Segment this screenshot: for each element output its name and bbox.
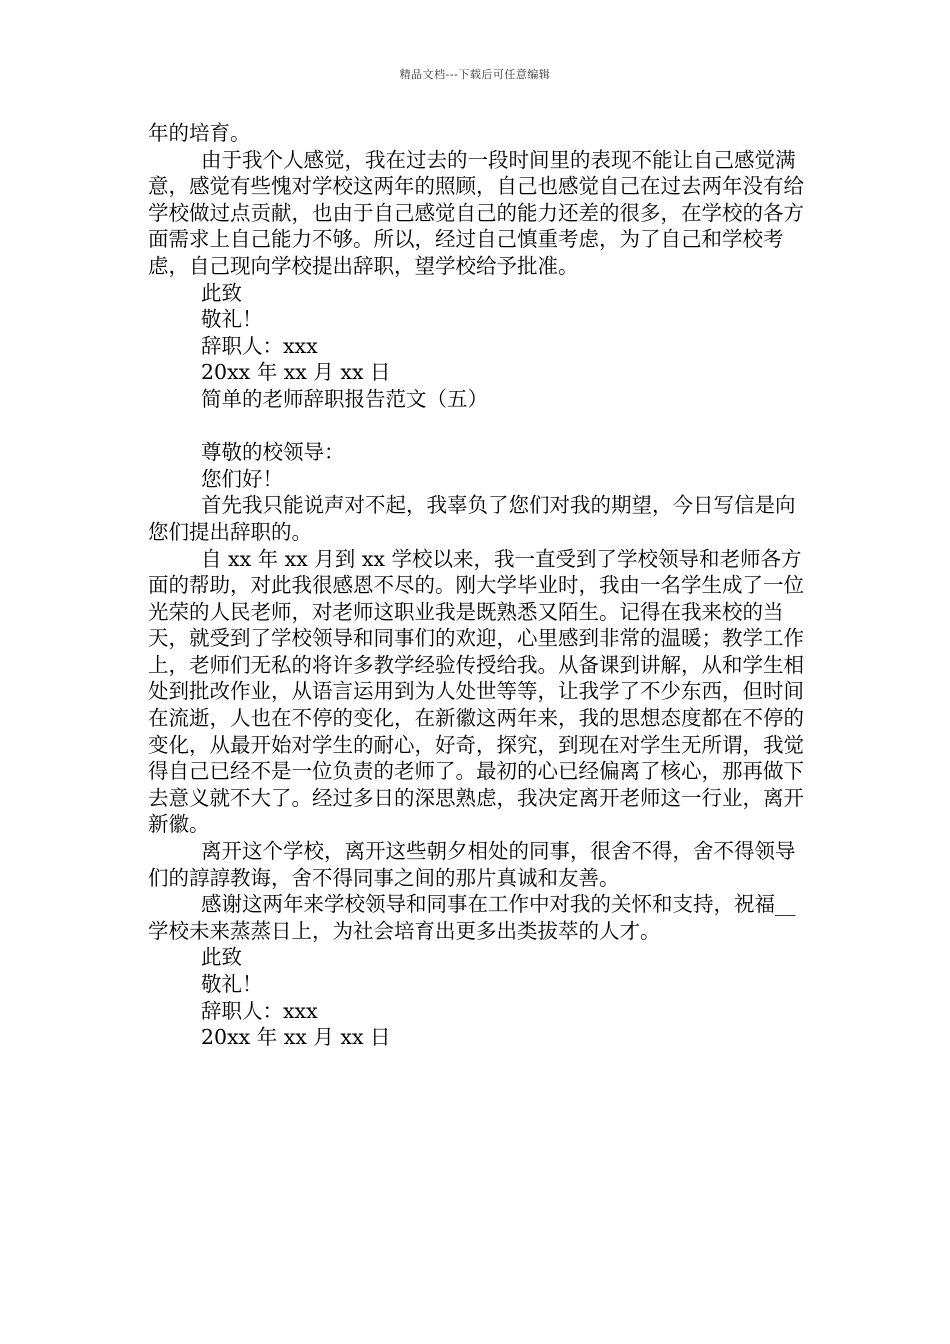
signer-line: 辞职人：xxx [201,333,318,358]
blank-line [148,413,808,440]
section-title: 简单的老师辞职报告范文（五） [201,386,488,411]
closing-salutation-2: 此致 [201,945,242,970]
paragraph-farewell: 离开这个学校，离开这些朝夕相处的同事，很舍不得，舍不得领导们的諄諄教诲，舍不得同事之间的那片真诚和友善。 [148,839,796,890]
closing-salutation: 此致 [201,280,242,305]
closing-regards-2: 敬礼！ [201,972,263,996]
document-body [148,120,808,1051]
paragraph-continuation: 年的培育。 [148,121,251,145]
date-line-2: 20xx 年 xx 月 xx 日 [201,1025,391,1050]
page-header: 精品文档---下载后可任意编辑 [399,68,551,81]
letter-hello: 您们好！ [201,466,283,491]
closing-regards: 敬礼！ [201,307,263,332]
paragraph-thanks: 感谢这两年来学校领导和同事在工作中对我的关怀和支持，祝福__学校未来蒸蒸日上，为社会培育出更多出类拔萃的人才。 [148,892,796,943]
paragraph-experience: 自 xx 年 xx 月到 xx 学校以来，我一直受到了学校领导和老师各方面的帮助，对此我很感恩不尽的。刚大学毕业时，我由一名学生成了一位光荣的人民老师，对老师这职业我是既熟悉又陌生。记得在我来校的当天，就受到了学校领导和同事们的欢迎，心里感到非常的温暖；教学工作上，老师们无私的将许多教学经验传授给我。从备课到讲解，从和学生相处到批改作业，从语言运用到为人处世等等，让我学了不少东西，但时间在流逝，人也在不停的变化，在新徽这两年来，我的思想态度都在不停的变化，从最开始对学生的耐心，好奇，探究，到现在对学生无所谓，我觉得自己已经不是一位负责的老师了。最初的心已经偏离了核心，那再做下去意义就不大了。经过多日的深思熟虑，我决定离开老师这一行业，离开新徽。 [148,546,804,837]
date-line: 20xx 年 xx 月 xx 日 [201,360,391,385]
paragraph-reason: 由于我个人感觉，我在过去的一段时间里的表现不能让自己感觉满意，感觉有些愧对学校这两年的照顾，自己也感觉自己在过去两年没有给学校做过点贡献，也由于自己感觉自己的能力还差的很多，在学校的各方面需求上自己能力不够。所以，经过自己慎重考虑，为了自己和学校考虑，自己现向学校提出辞职，望学校给予批准。 [148,147,804,278]
signer-line-2: 辞职人：xxx [201,998,318,1023]
paragraph-apology: 首先我只能说声对不起，我辜负了您们对我的期望，今日写信是向您们提出辞职的。 [148,493,796,544]
letter-greeting: 尊敬的校领导： [201,440,345,465]
